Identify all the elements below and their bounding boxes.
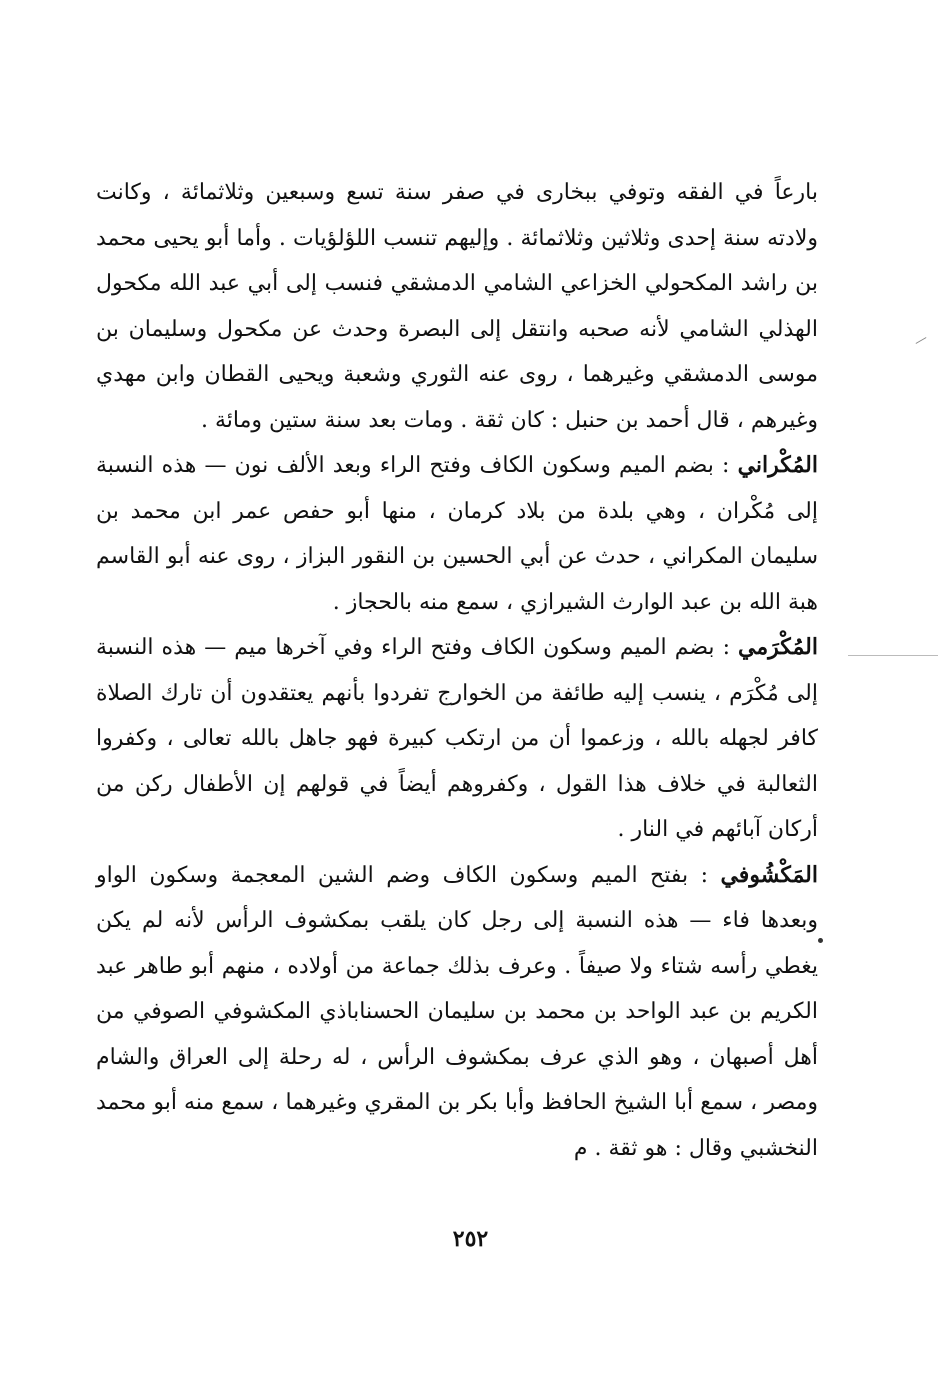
entry-mukrami	[96, 625, 818, 853]
scan-edge-mark	[848, 655, 938, 656]
scan-speck	[818, 938, 823, 943]
entry-text: : بفتح الميم وسكون الكاف وضم الشين المعجمة وسكون الواو وبعدها فاء — هذه النسبة إلى رجل كان يلقب بمكشوف الرأس لأنه لم يكن يغطي رأسه شتاء ولا صيفاً . وعرف بذلك جماعة من أولاده ، منهم أبو طاهر عبد الكريم بن عبد الواحد بن محمد بن سليمان الحسناباذي المكشوفي الصوفي من أهل أصبهان ، وهو الذي عرف بمكشوف الرأس ، له رحلة إلى العراق والشام ومصر ، سمع أبا الشيخ الحافظ وأبا بكر بن المقري وغيرهما ، سمع منه أبو محمد النخشبي وقال : هو ثقة . م	[96, 862, 818, 1161]
page-number: ٢٥٢	[452, 1226, 489, 1252]
entry-text: : بضم الميم وسكون الكاف وفتح الراء وفي آخرها ميم — هذه النسبة إلى مُكْرَم ، ينسب إليه طائفة من الخوارج تفردوا بأنهم يعتقدون أن تارك الصلاة كافر لجهله بالله ، وزعموا أن من ارتكب كبيرة فهو جاهل بالله تعالى ، وكفروا الثعالبة في خلاف هذا القول ، وكفروهم أيضاً في قولهم إن الأطفال ركن من أركان آبائهم في النار .	[96, 635, 818, 842]
entry-headword: المُكْراني	[737, 452, 818, 478]
entry-headword: المُكْرَمي	[738, 634, 818, 660]
intro-paragraph: بارعاً في الفقه وتوفي ببخارى في صفر سنة تسع وسبعين وثلاثمائة ، وكانت ولادته سنة إحدى وثلاثين وثلاثمائة . وإليهم تنسب اللؤلؤيات . وأما أبو يحيى محمد بن راشد المكحولي الخزاعي الشامي الدمشقي فنسب إلى أبي عبد الله مكحول الهذلي الشامي لأنه صحبه وانتقل إلى البصرة وحدث عن مكحول وسليمان بن موسى الدمشقي وغيرهما ، روى عنه الثوري وشعبة ويحيى القطان وابن مهدي وغيرهم ، قال أحمد بن حنبل : كان ثقة . ومات بعد سنة ستين ومائة .	[96, 180, 818, 433]
page-body-text	[96, 170, 818, 1171]
entry-text: : بضم الميم وسكون الكاف وفتح الراء وبعد الألف نون — هذه النسبة إلى مُكْران ، وهي بلدة من بلاد كرمان ، منها أبو حفص عمر ابن محمد بن سليمان المكراني ، حدث عن أبي الحسين بن النقور البزاز ، روى عنه أبو القاسم هبة الله بن عبد الوارث الشيرازي ، سمع منه بالحجاز .	[96, 453, 818, 615]
scan-edge-mark	[916, 337, 927, 344]
entry-makshufi	[96, 853, 818, 1172]
entry-headword: المَكْشُوفي	[720, 861, 818, 888]
entry-makrani	[96, 443, 818, 625]
